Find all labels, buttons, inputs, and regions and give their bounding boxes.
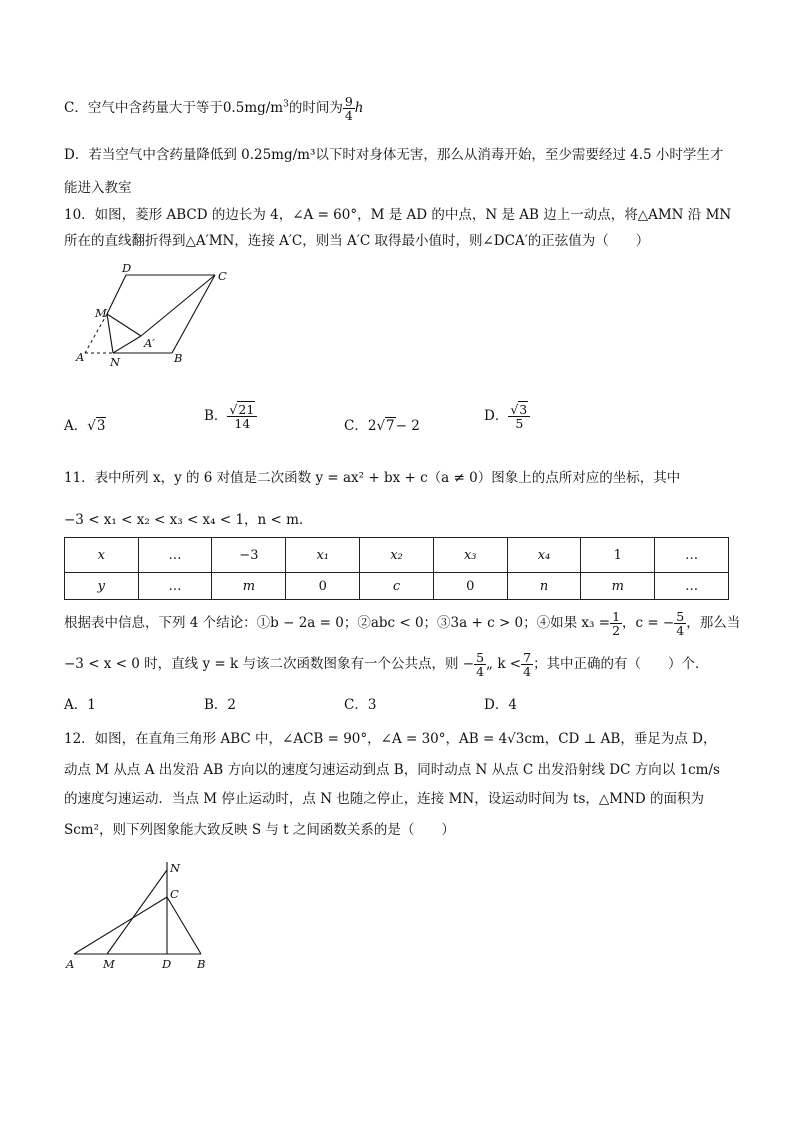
q10-label-a-prime: A′ — [144, 336, 155, 350]
q11-text-line1: 11．表中所列 x，y 的 6 对值是二次函数 y = ax² + bx + c（a ≠ 0）图象上的点所对应的坐标，其中 — [64, 470, 681, 486]
table-cell: n — [507, 573, 581, 600]
q12-label-d: D — [162, 957, 172, 971]
table-cell: y — [65, 573, 139, 600]
q10-rhombus-figure — [70, 262, 250, 372]
q10-option-c[interactable]: C．2√7− 2 — [344, 418, 420, 434]
table-cell: c — [360, 573, 434, 600]
q11-text-line3: 根据表中信息，下列 4 个结论：①b − 2a = 0；②abc < 0；③3a + c > 0；④如果 x₃ = $\frac{1}{2}$ ，c = − $\frac{5}{4}$ ，那么当 — [64, 609, 741, 639]
q11-value-table — [64, 537, 729, 600]
q11-text-line2: −3 < x₁ < x₂ < x₃ < x₄ < 1，n < m． — [64, 512, 313, 528]
q12-label-c: C — [170, 887, 179, 901]
q12-text-line4: Scm²，则下列图象能大致反映 S 与 t 之间函数关系的是（ ） — [64, 822, 455, 838]
q11-option-a[interactable]: A．1 — [64, 697, 96, 713]
q9-option-c: C．空气中含药量大于等于$0.5mg/m^3$的时间为 $\frac{9}{4}$ h — [64, 94, 364, 124]
q10-text-line2: 所在的直线翻折得到△A′MN，连接 A′C，则当 A′C 取得最小值时，则∠DCA′的正弦值为（ ） — [64, 233, 650, 249]
q10-option-b[interactable]: B． $\frac{√21}{14}$ — [204, 403, 257, 430]
table-cell: x₃ — [433, 538, 507, 573]
table-cell: … — [138, 573, 212, 600]
q9-option-c-fraction: $\frac{9}{4}$ — [344, 94, 353, 124]
table-row — [65, 538, 729, 573]
table-cell: x₁ — [286, 538, 360, 573]
table-cell: x — [65, 538, 139, 573]
q10-text-line1: 10．如图，菱形 ABCD 的边长为 4，∠A = 60°，M 是 AD 的中点，N 是 AB 边上一动点，将△AMN 沿 MN — [64, 207, 732, 223]
q12-label-a: A — [66, 957, 75, 971]
q9-option-c-text: C．空气中含药量大于等于 — [64, 100, 223, 117]
q12-triangle-figure — [60, 856, 220, 976]
table-row — [65, 573, 729, 600]
q10-option-a[interactable]: A．√3 — [64, 418, 106, 434]
q10-label-b: B — [174, 351, 183, 365]
q10-label-d: D — [122, 262, 132, 275]
q10-label-c: C — [218, 269, 227, 283]
q12-text-line1: 12．如图，在直角三角形 ABC 中，∠ACB = 90°，∠A = 30°，AB = 4√3cm，CD ⊥ AB，垂足为点 D， — [64, 731, 717, 747]
q11-option-b[interactable]: B．2 — [204, 697, 237, 713]
table-cell: … — [655, 573, 729, 600]
q9-option-d-line1: D．若当空气中含药量降低到 0.25mg/m³以下时对身体无害，那么从消毒开始，至少需要经过 4.5 小时学生才 — [64, 147, 724, 163]
q9-option-d-line2: 能进入教室 — [64, 180, 132, 196]
table-cell: x₄ — [507, 538, 581, 573]
table-cell: −3 — [212, 538, 286, 573]
q11-option-d[interactable]: D．4 — [484, 697, 517, 713]
q10-label-a: A — [76, 350, 85, 364]
table-cell: m — [581, 573, 655, 600]
q10-label-m: M — [95, 306, 107, 320]
table-cell: 1 — [581, 538, 655, 573]
q12-label-m: M — [103, 957, 115, 971]
table-cell: x₂ — [360, 538, 434, 573]
table-cell: … — [138, 538, 212, 573]
table-cell: … — [655, 538, 729, 573]
q11-text-line4: −3 < x < 0 时，直线 y = k 与该二次函数图象有一个公共点，则 − $\frac{5}{4}$ „ k < $\frac{7}{4}$ ；其中正确的有（ ）个． — [64, 650, 709, 680]
q12-label-n: N — [170, 861, 181, 875]
table-cell: 0 — [286, 573, 360, 600]
q10-label-n: N — [110, 355, 121, 369]
q12-text-line3: 的速度匀速运动．当点 M 停止运动时，点 N 也随之停止，连接 MN，设运动时间为 ts，△MND 的面积为 — [64, 791, 705, 807]
q12-label-b: B — [197, 957, 206, 971]
table-cell: 0 — [433, 573, 507, 600]
q10-option-d[interactable]: D． $\frac{√3}{5}$ — [484, 403, 530, 430]
table-cell: m — [212, 573, 286, 600]
q11-option-c[interactable]: C．3 — [344, 697, 377, 713]
q12-text-line2: 动点 M 从点 A 出发沿 AB 方向以的速度匀速运动到点 B，同时动点 N 从点 C 出发沿射线 DC 方向以 1cm/s — [64, 762, 720, 778]
